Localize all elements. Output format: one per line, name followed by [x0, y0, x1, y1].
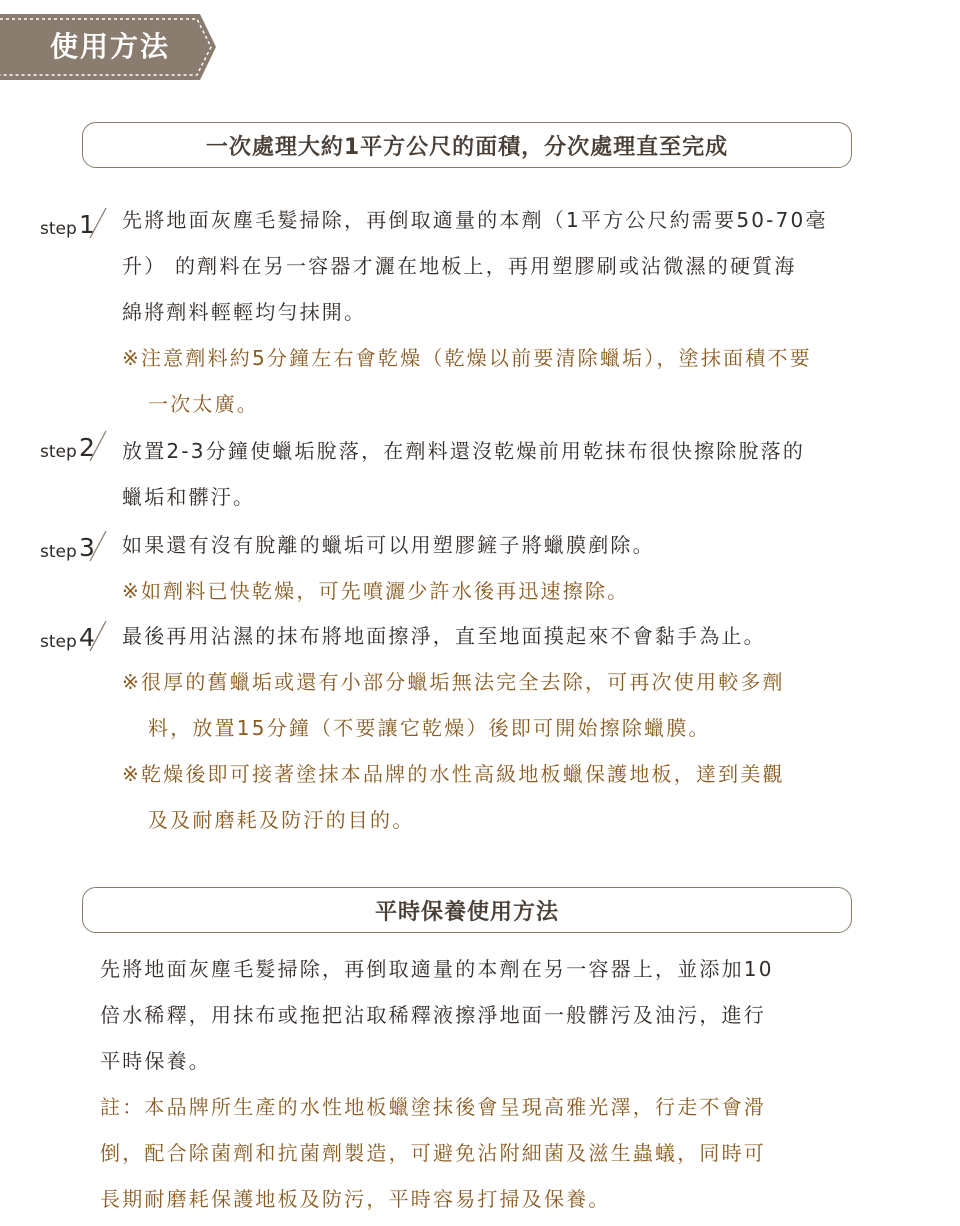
step-note-line: 及及耐磨耗及防汙的目的。 — [148, 808, 415, 832]
step-text-line: 升） 的劑料在另一容器才灑在地板上，再用塑膠刷或沾微濕的硬質海 — [122, 254, 797, 278]
maintenance-note-line: 倒，配合除菌劑和抗菌劑製造，可避免沾附細菌及滋生蟲蟻，同時可 — [100, 1141, 766, 1165]
step-marker-4 — [40, 613, 120, 653]
step-label: step — [40, 442, 77, 462]
step-number: 4 — [79, 623, 95, 652]
step-note-line: ※注意劑料約5分鐘左右會乾燥（乾燥以前要清除蠟垢），塗抹面積不要 — [122, 346, 812, 370]
step-marker-2 — [40, 423, 120, 463]
step-number: 2 — [79, 433, 95, 462]
step-text-line: 最後再用沾濕的抹布將地面擦淨，直至地面摸起來不會黏手為止。 — [122, 624, 766, 648]
step-note-line: 一次太廣。 — [148, 392, 259, 416]
slash-divider — [40, 423, 120, 463]
section-title-box — [82, 887, 852, 933]
step-text-line: 如果還有沒有脫離的蠟垢可以用塑膠鏟子將蠟膜剷除。 — [122, 533, 655, 557]
maintenance-note-line: 註：本品牌所生產的水性地板蠟塗抹後會呈現高雅光澤，行走不會滑 — [100, 1095, 766, 1119]
step-label: step — [40, 219, 77, 239]
step-marker-1 — [40, 200, 120, 240]
maintenance-text-line: 先將地面灰塵毛髮掃除，再倒取適量的本劑在另一容器上，並添加10 — [100, 957, 774, 981]
step-note-line: ※乾燥後即可接著塗抹本品牌的水性高級地板蠟保護地板，達到美觀 — [122, 762, 785, 786]
slash-divider — [40, 613, 120, 653]
step-number: 1 — [79, 210, 95, 239]
step-text-line: 放置2-3分鐘使蠟垢脫落，在劑料還沒乾燥前用乾抹布很快擦除脫落的 — [122, 439, 806, 463]
step-marker-3 — [40, 523, 120, 563]
step-note-line: 料，放置15分鐘（不要讓它乾燥）後即可開始擦除蠟膜。 — [148, 716, 711, 740]
step-note-line: ※如劑料已快乾燥，可先噴灑少許水後再迅速擦除。 — [122, 579, 630, 603]
section-title: 一次處理大約1平方公尺的面積，分次處理直至完成 — [205, 134, 729, 160]
slash-divider — [40, 523, 120, 563]
step-note-line: ※很厚的舊蠟垢或還有小部分蠟垢無法完全去除，可再次使用較多劑 — [122, 670, 785, 694]
maintenance-text-line: 平時保養。 — [100, 1049, 211, 1073]
step-text-line: 蠟垢和髒汙。 — [122, 485, 256, 509]
section-title-box — [82, 122, 852, 168]
step-label: step — [40, 542, 77, 562]
slash-divider — [40, 200, 120, 240]
page-title: 使用方法 — [50, 30, 171, 63]
step-label: step — [40, 632, 77, 652]
section-header-tag — [0, 14, 220, 80]
step-text-line: 綿將劑料輕輕均勻抹開。 — [122, 300, 367, 324]
maintenance-note-line: 長期耐磨耗保護地板及防污，平時容易打掃及保養。 — [100, 1187, 611, 1211]
step-text-line: 先將地面灰塵毛髮掃除，再倒取適量的本劑（1平方公尺約需要50-70毫 — [122, 208, 828, 232]
section-title: 平時保養使用方法 — [374, 899, 559, 925]
maintenance-text-line: 倍水稀釋，用抹布或拖把沾取稀釋液擦淨地面一般髒污及油污，進行 — [100, 1003, 766, 1027]
step-number: 3 — [79, 533, 95, 562]
